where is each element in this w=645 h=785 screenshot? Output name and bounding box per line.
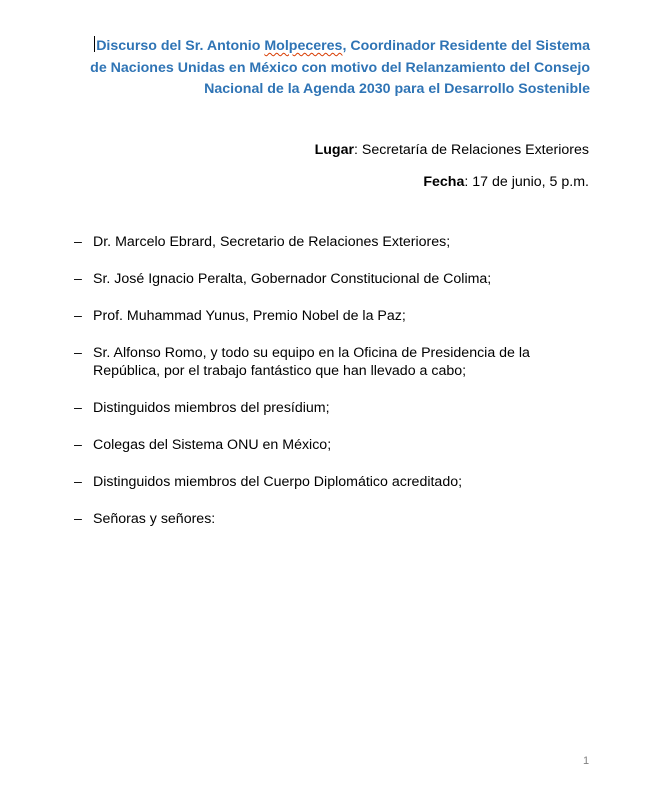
salutation-item (74, 436, 594, 454)
salutation-text: Dr. Marcelo Ebrard, Secretario de Relaciones Exteriores; (93, 234, 451, 250)
salutation-text: Colegas del Sistema ONU en México; (93, 437, 332, 453)
salutation-text: Señoras y señores: (93, 511, 216, 527)
salutation-item (74, 473, 594, 491)
dash-bullet: – (74, 345, 82, 361)
dash-bullet: – (74, 271, 82, 287)
event-date (423, 173, 589, 191)
salutation-text: Prof. Muhammad Yunus, Premio Nobel de la Paz; (93, 308, 406, 324)
dash-bullet: – (74, 400, 82, 416)
dash-bullet: – (74, 308, 82, 324)
title-line-1 (70, 36, 590, 58)
dash-bullet: – (74, 437, 82, 453)
title-role: , Coordinador Residente del Sistema (342, 38, 590, 54)
page-number: 1 (583, 755, 590, 767)
salutation-item (74, 233, 594, 251)
salutation-item (74, 307, 594, 325)
title-intro: Discurso del Sr. Antonio (96, 38, 265, 54)
date-value: : 17 de junio, 5 p.m. (464, 174, 589, 190)
dash-bullet: – (74, 511, 82, 527)
title-line-2: de Naciones Unidas en México con motivo del Relanzamiento del Consejo (90, 59, 590, 76)
dash-bullet: – (74, 474, 82, 490)
event-place (315, 141, 589, 159)
salutation-item (74, 344, 594, 380)
salutation-item (74, 399, 594, 417)
salutation-text: Distinguidos miembros del Cuerpo Diplomático acreditado; (93, 474, 463, 490)
speech-title (70, 36, 590, 101)
title-surname-spellcheck: Molpeceres (264, 38, 343, 54)
date-label: Fecha (423, 174, 465, 190)
dash-bullet: – (74, 234, 82, 250)
salutation-item (74, 510, 594, 528)
salutation-text: Distinguidos miembros del presídium; (93, 400, 330, 416)
salutation-text: Sr. José Ignacio Peralta, Gobernador Constitucional de Colima; (93, 271, 492, 287)
place-value: : Secretaría de Relaciones Exteriores (354, 142, 589, 158)
title-line-3: Nacional de la Agenda 2030 para el Desarrollo Sostenible (204, 81, 590, 97)
salutation-item (74, 270, 594, 288)
salutation-text: Sr. Alfonso Romo, y todo su equipo en la Oficina de Presidencia de la República, por el trabajo fantástico que han llevado a cabo; (93, 345, 530, 379)
salutation-list (74, 233, 594, 547)
place-label: Lugar (314, 142, 354, 158)
